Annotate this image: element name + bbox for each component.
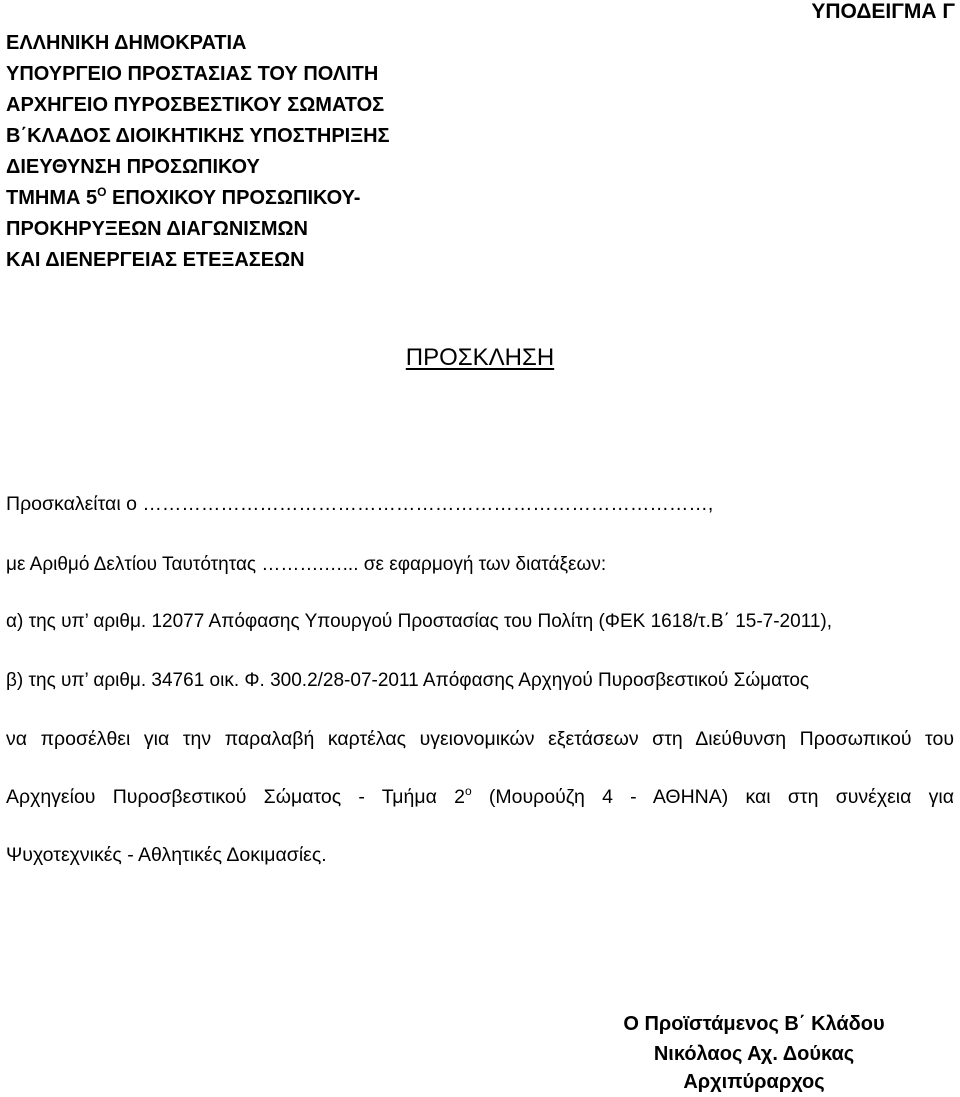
document-title: ΠΡΟΣΚΛΗΣΗ bbox=[405, 344, 555, 371]
org-line: Β΄ΚΛΑΔΟΣ ΔΙΟΙΚΗΤΙΚΗΣ ΥΠΟΣΤΗΡΙΞΗΣ bbox=[6, 125, 390, 147]
dept-prefix: ΤΜΗΜΑ 5 bbox=[6, 187, 98, 209]
document-label: ΥΠΟΔΕΙΓΜΑ Γ bbox=[811, 0, 955, 23]
org-line: ΚΑΙ ΔΙΕΝΕΡΓΕΙΑΣ ΕΤΕΞΑΣΕΩΝ bbox=[6, 249, 305, 271]
issuing-authority-block bbox=[6, 28, 390, 276]
dept-ordinal: Ο bbox=[97, 185, 107, 199]
org-line: ΥΠΟΥΡΓΕΙΟ ΠΡΟΣΤΑΣΙΑΣ ΤΟΥ ΠΟΛΙΤΗ bbox=[6, 63, 379, 85]
body-paragraph-last-line: Ψυχοτεχνικές - Αθλητικές Δοκιμασίες. bbox=[6, 844, 327, 866]
signatory-rank: Αρχιπύραρχος bbox=[683, 1071, 825, 1093]
org-line: ΕΛΛΗΝΙΚΗ ΔΗΜΟΚΡΑΤΙΑ bbox=[6, 32, 247, 54]
invitee-line: Προσκαλείται ο ……………………………………………………………………………, bbox=[6, 493, 714, 515]
department-ordinal: ο bbox=[464, 784, 472, 798]
org-line: ΠΡΟΚΗΡΥΞΕΩΝ ΔΙΑΓΩΝΙΣΜΩΝ bbox=[6, 218, 308, 240]
address-prefix: Αρχηγείου Πυροσβεστικού Σώματος - Τμήμα 2 bbox=[6, 786, 465, 808]
provision-a-line: α) της υπ’ αριθμ. 12077 Απόφασης Υπουργού Προστασίας του Πολίτη (ΦΕΚ 1618/τ.Β΄ 15-7-2011), bbox=[6, 611, 833, 632]
org-line: ΑΡΧΗΓΕΙΟ ΠΥΡΟΣΒΕΣΤΙΚΟΥ ΣΩΜΑΤΟΣ bbox=[6, 94, 385, 116]
org-line: ΔΙΕΥΘΥΝΣΗ ΠΡΟΣΩΠΙΚΟΥ bbox=[6, 156, 260, 178]
id-card-line: με Αριθμό Δελτίου Ταυτότητας ……….…... σε εφαρμογή των διατάξεων: bbox=[6, 554, 607, 575]
dept-suffix: ΕΠΟΧΙΚΟΥ ΠΡΟΣΩΠΙΚΟΥ- bbox=[106, 187, 361, 209]
provision-b-line: β) της υπ’ αριθμ. 34761 οικ. Φ. 300.2/28-07-2011 Απόφασης Αρχηγού Πυροσβεστικού Σώματος bbox=[6, 670, 810, 691]
address-suffix: (Μουρούζη 4 - ΑΘΗΝΑ) και στη συνέχεια για bbox=[471, 786, 954, 808]
signatory-role: Ο Προϊστάμενος Β΄ Κλάδου bbox=[623, 1013, 885, 1035]
body-paragraph-line: να προσέλθει για την παραλαβή καρτέλας υγειονομικών εξετάσεων στη Διεύθυνση Προσωπικού του bbox=[6, 728, 954, 750]
org-line-department bbox=[6, 183, 390, 214]
signatory-name: Νικόλαος Αχ. Δούκας bbox=[653, 1043, 855, 1065]
body-paragraph-line bbox=[6, 786, 954, 809]
